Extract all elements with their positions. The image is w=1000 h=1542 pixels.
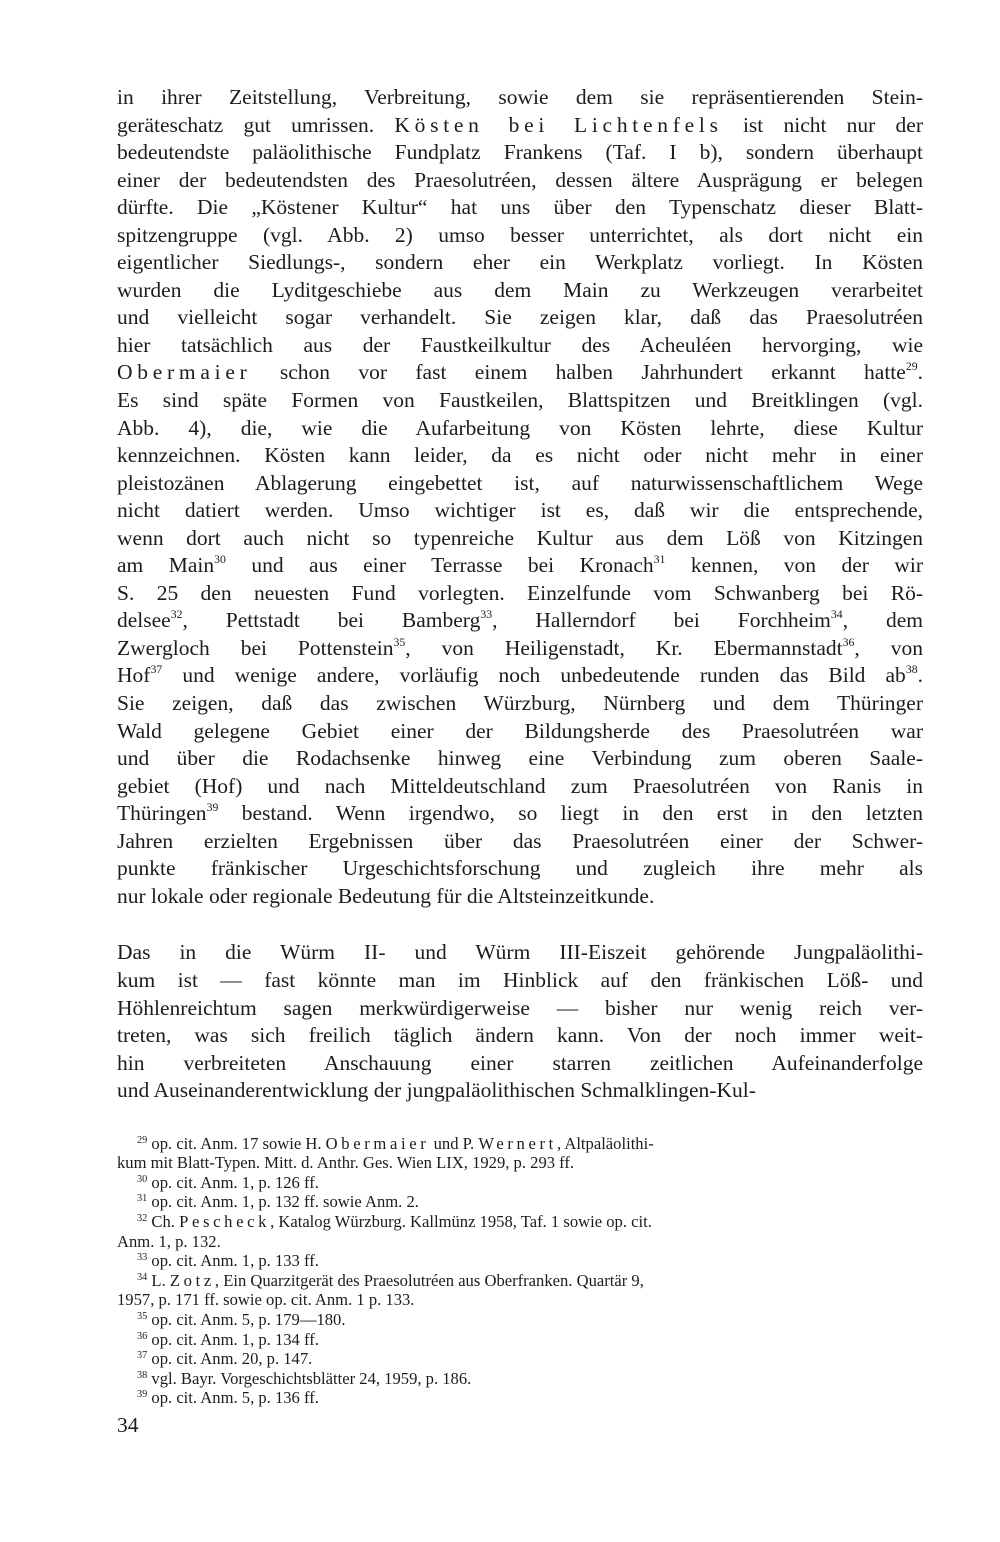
footnote-29 xyxy=(117,1134,923,1173)
paragraph1-line: und über die Rodachsenke hinweg eine Verbindung zum oberen Saale- xyxy=(117,746,923,771)
page-body xyxy=(117,84,923,1408)
footnote-line: $^{35}$ op. cit. Anm. 5, p. 179—180. xyxy=(137,1310,346,1330)
paragraph-1 xyxy=(117,84,923,910)
paragraph2-line: kum ist — fast könnte man im Hinblick auf den fränkischen Löß- und xyxy=(117,967,923,992)
paragraph2-line: treten, was sich freilich täglich ändern kann. Von der noch immer weit- xyxy=(117,1023,923,1048)
paragraph2-line: und Auseinanderentwicklung der jungpaläolithischen Schmalklingen-Kul- xyxy=(117,1078,756,1103)
paragraph1-line: dürfte. Die „Köstener Kultur“ hat uns über den Typenschatz dieser Blatt- xyxy=(117,195,923,220)
paragraph1-line: pleistozänen Ablagerung eingebettet ist, auf naturwissenschaftlichem Wege xyxy=(117,470,923,495)
paragraph-2 xyxy=(117,939,923,1104)
paragraph1-line: wurden die Lyditgeschiebe aus dem Main zu Werkzeugen verarbeitet xyxy=(117,277,923,302)
paragraph2-line: hin verbreiteten Anschauung einer starren zeitlichen Aufeinanderfolge xyxy=(117,1050,923,1075)
footnote-number: 31 xyxy=(137,1193,148,1205)
footnote-number: 34 xyxy=(137,1271,148,1283)
paragraph1-line: am Main$^{30}$ und aus einer Terrasse bei Kronach$^{31}$ kennen, von der wir xyxy=(117,552,924,578)
paragraph1-line: nicht datiert werden. Umso wichtiger ist es, daß wir die entsprechende, xyxy=(117,498,923,523)
footnote-line: kum mit Blatt-Typen. Mitt. d. Anthr. Ges. Wien LIX, 1929, p. 293 ff. xyxy=(117,1153,575,1173)
footnote-32 xyxy=(117,1212,923,1251)
footnote-39 xyxy=(117,1388,923,1408)
paragraph1-line: und vielleicht sogar verhandelt. Sie zeigen klar, daß das Praesolutréen xyxy=(117,305,923,330)
paragraph1-line: wenn dort auch nicht so typenreiche Kultur aus dem Löß von Kitzingen xyxy=(117,525,923,550)
paragraph2-line: Höhlenreichtum sagen merkwürdigerweise — bisher nur wenig reich ver- xyxy=(117,995,923,1020)
paragraph1-line: Obermaier schon vor fast einem halben Jahrhundert erkannt hatte$^{29}$. xyxy=(117,359,923,385)
paragraph1-line: Zwergloch bei Pottenstein$^{35}$, von Heiligenstadt, Kr. Ebermannstadt$^{36}$, von xyxy=(117,635,924,660)
footnote-number: 36 xyxy=(137,1330,148,1342)
footnote-line: $^{30}$ op. cit. Anm. 1, p. 126 ff. xyxy=(137,1172,319,1192)
footnote-line: 1957, p. 171 ff. sowie op. cit. Anm. 1 p. 133. xyxy=(117,1290,415,1310)
paragraph1-line: nur lokale oder regionale Bedeutung für die Altsteinzeitkunde. xyxy=(117,883,655,908)
page-number: 34 xyxy=(117,1413,139,1437)
footnote-line: $^{29}$ op. cit. Anm. 17 sowie H. Obermaier und P. Wernert, Altpaläolithi- xyxy=(137,1133,654,1153)
footnote-line: Anm. 1, p. 132. xyxy=(117,1231,221,1251)
paragraph1-line: Es sind späte Formen von Faustkeilen, Blattspitzen und Breitklingen (vgl. xyxy=(117,388,923,413)
footnotes xyxy=(117,1134,923,1408)
paragraph1-line: Hof$^{37}$ und wenige andere, vorläufig noch unbedeutende runden das Bild $ab^{38}$. xyxy=(117,662,923,688)
paragraph1-line: gebiet (Hof) und nach Mitteldeutschland zum Praesolutréen von Ranis in xyxy=(117,773,923,798)
paragraph1-line: bedeutendste paläolithische Fundplatz Frankens (Taf. I b), sondern überhaupt xyxy=(117,140,923,165)
paragraph1-line: punkte fränkischer Urgeschichtsforschung und zugleich ihre mehr als xyxy=(117,856,923,881)
footnote-line: $^{38}$ vgl. Bayr. Vorgeschichtsblätter 24, 1959, p. 186. xyxy=(137,1368,472,1388)
paragraph1-line: hier tatsächlich aus der Faustkeilkultur des Acheuléen hervorging, wie xyxy=(117,332,923,357)
paragraph1-line: geräteschatz gut umrissen. Kösten bei Lichtenfels ist nicht nur der xyxy=(117,112,923,137)
footnote-number: 38 xyxy=(137,1369,148,1381)
paragraph1-line: Thüringen$^{39}$ bestand. Wenn irgendwo, so liegt in den erst in den letzten xyxy=(117,800,923,826)
footnote-number: 33 xyxy=(137,1252,148,1264)
footnote-line: $^{32}$ Ch. Pescheck, Katalog Würzburg. Kallmünz 1958, Taf. 1 sowie op. cit. xyxy=(137,1212,652,1232)
paragraph1-line: spitzengruppe (vgl. Abb. 2) umso besser unterrichtet, als dort nicht ein xyxy=(117,222,923,247)
footnote-33 xyxy=(117,1251,923,1271)
footnote-number: 35 xyxy=(137,1310,148,1322)
footnote-number: 30 xyxy=(137,1173,148,1185)
footnote-38 xyxy=(117,1369,923,1389)
paragraph1-line: eigentlicher Siedlungs-, sondern eher ein Werkplatz vorliegt. In Kösten xyxy=(117,250,923,275)
paragraph1-line: S. 25 den neuesten Fund vorlegten. Einzelfunde vom Schwanberg bei Rö- xyxy=(117,580,923,605)
footnote-number: 29 xyxy=(137,1134,148,1146)
paragraph1-line: Jahren erzielten Ergebnissen über das Praesolutréen einer der Schwer- xyxy=(117,828,923,853)
footnote-31 xyxy=(117,1192,923,1212)
footnote-line: $^{36}$ op. cit. Anm. 1, p. 134 ff. xyxy=(137,1329,319,1349)
footnote-30 xyxy=(117,1173,923,1193)
footnote-number: 39 xyxy=(137,1389,148,1401)
footnote-37 xyxy=(117,1349,923,1369)
footnote-34 xyxy=(117,1271,923,1310)
footnote-35 xyxy=(117,1310,923,1330)
paragraph1-line: kennzeichnen. Kösten kann leider, da es nicht oder nicht mehr in einer xyxy=(117,443,923,468)
paragraph1-line: Abb. 4), die, wie die Aufarbeitung von Kösten lehrte, diese Kultur xyxy=(117,415,923,440)
paragraph1-line: delsee$^{32}$, Pettstadt bei Bamberg$^{33}$, Hallerndorf bei Forchheim$^{34}$, dem xyxy=(117,607,923,633)
footnote-line: $^{39}$ op. cit. Anm. 5, p. 136 ff. xyxy=(137,1388,319,1408)
footnote-line: $^{33}$ op. cit. Anm. 1, p. 133 ff. xyxy=(137,1251,319,1271)
footnote-number: 37 xyxy=(137,1350,148,1362)
footnote-36 xyxy=(117,1330,923,1350)
paragraph1-line: in ihrer Zeitstellung, Verbreitung, sowie dem sie repräsentierenden Stein- xyxy=(117,85,923,109)
paragraph1-line: Sie zeigen, daß das zwischen Würzburg, Nürnberg und dem Thüringer xyxy=(117,691,923,716)
paragraph1-line: Wald gelegene Gebiet einer der Bildungsherde des Praesolutréen war xyxy=(117,718,923,743)
footnote-number: 32 xyxy=(137,1212,148,1224)
footnote-line: $^{31}$ op. cit. Anm. 1, p. 132 ff. sowie Anm. 2. xyxy=(137,1192,419,1212)
paragraph1-line: einer der bedeutendsten des Praesolutréen, dessen ältere Ausprägung er belegen xyxy=(117,167,923,192)
footnote-line: $^{37}$ op. cit. Anm. 20, p. 147. xyxy=(137,1349,313,1369)
footnote-line: $^{34}$ L. Zotz, Ein Quarzitgerät des Praesolutréen aus Oberfranken. Quartär 9, xyxy=(137,1270,644,1290)
paragraph2-line: Das in die Würm II- und Würm III-Eiszeit gehörende Jungpaläolithi- xyxy=(117,940,923,965)
